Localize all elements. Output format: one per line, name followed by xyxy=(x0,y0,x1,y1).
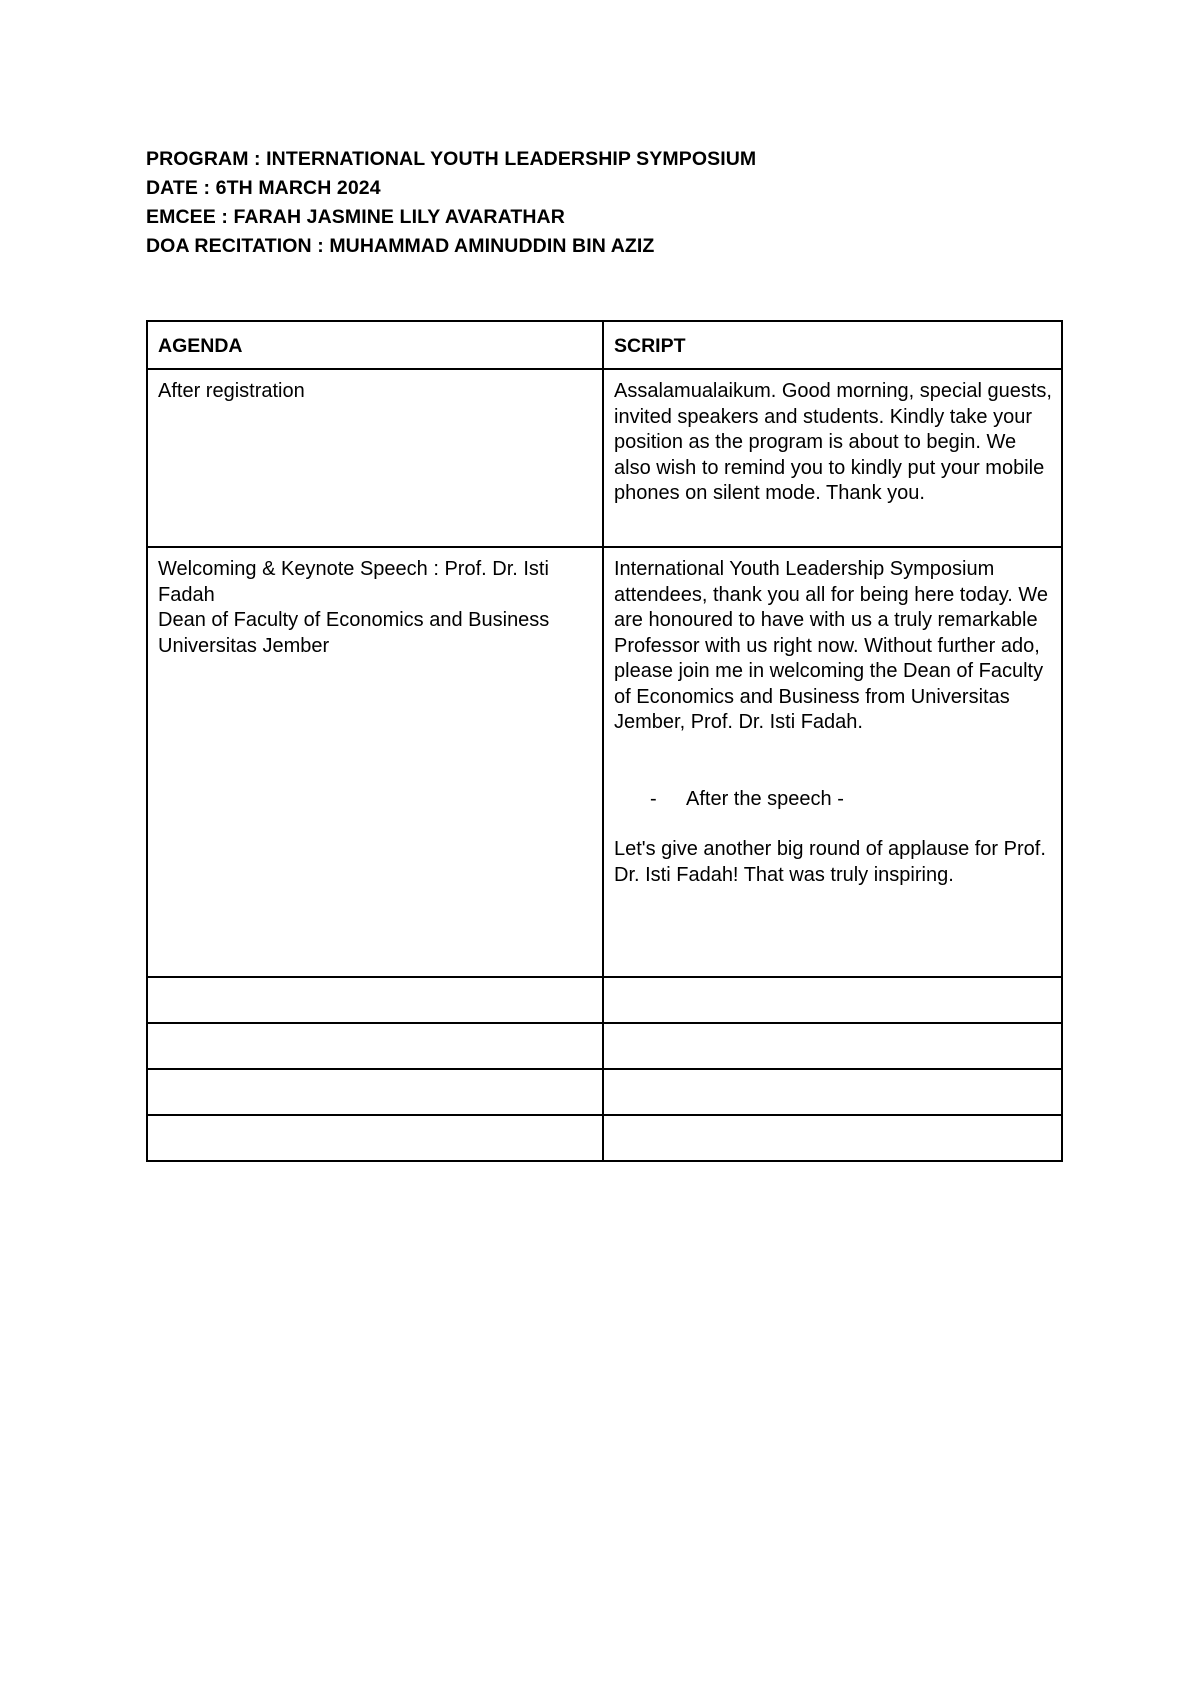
script-cell-empty xyxy=(603,1023,1062,1069)
table-row xyxy=(147,547,1062,977)
script-text: International Youth Leadership Symposium attendees, thank you all for being here today. We are honoured to have with us a truly remarkable Professor with us right now. Without further ado, please join me in welcoming the Dean of Faculty of Economics and Business from Universitas Jember, Prof. Dr. Isti Fadah. xyxy=(614,558,1048,733)
agenda-cell-empty xyxy=(147,1023,603,1069)
agenda-text: Welcoming & Keynote Speech : Prof. Dr. Isti Fadah xyxy=(158,558,549,606)
script-text: Assalamualaikum. Good morning, special guests, invited speakers and students. Kindly take your position as the program is about to begin. We also wish to remind you to kindly put your mobile phones on silent mode. Thank you. xyxy=(614,380,1052,504)
agenda-cell xyxy=(147,547,603,977)
agenda-text: Dean of Faculty of Economics and Business Universitas Jember xyxy=(158,609,550,657)
program-header xyxy=(146,145,1106,261)
program-date: DATE : 6TH MARCH 2024 xyxy=(146,177,381,199)
program-title: PROGRAM : INTERNATIONAL YOUTH LEADERSHIP SYMPOSIUM xyxy=(146,148,757,170)
script-cell xyxy=(603,547,1062,977)
table-row xyxy=(147,369,1062,547)
program-doa-recitation: DOA RECITATION : MUHAMMAD AMINUDDIN BIN AZIZ xyxy=(146,235,655,257)
agenda-cell-empty xyxy=(147,977,603,1023)
script-text: Let's give another big round of applause for Prof. Dr. Isti Fadah! That was truly inspiring. xyxy=(614,838,1046,886)
bullet-dash: - xyxy=(650,787,657,810)
paragraph-spacer xyxy=(614,736,1052,787)
program-emcee: EMCEE : FARAH JASMINE LILY AVARATHAR xyxy=(146,206,565,228)
table-row-empty xyxy=(147,1069,1062,1115)
agenda-cell-empty xyxy=(147,1069,603,1115)
script-cell xyxy=(603,369,1062,547)
agenda-text: After registration xyxy=(158,380,305,402)
column-header-script: SCRIPT xyxy=(603,321,1062,369)
paragraph-spacer xyxy=(614,812,1052,837)
table-row-empty xyxy=(147,977,1062,1023)
script-cell-empty xyxy=(603,1115,1062,1161)
table-row-empty xyxy=(147,1023,1062,1069)
agenda-script-table xyxy=(146,320,1063,1162)
table-header-row xyxy=(147,321,1062,369)
table-row-empty xyxy=(147,1115,1062,1161)
stage-direction-text: After the speech - xyxy=(686,787,844,810)
script-cell-empty xyxy=(603,1069,1062,1115)
agenda-cell-empty xyxy=(147,1115,603,1161)
column-header-agenda: AGENDA xyxy=(147,321,603,369)
agenda-cell xyxy=(147,369,603,547)
script-stage-direction xyxy=(614,787,1052,813)
script-cell-empty xyxy=(603,977,1062,1023)
